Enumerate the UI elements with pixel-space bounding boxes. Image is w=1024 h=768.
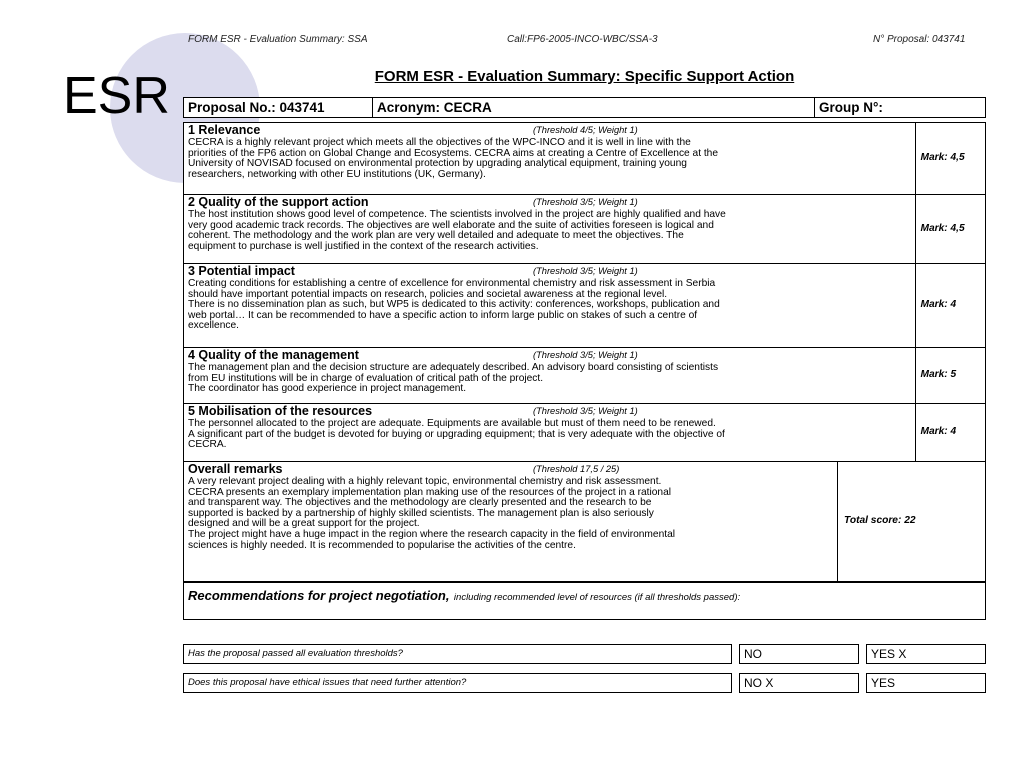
overall-line: designed and will be a great support for the project. (188, 518, 420, 530)
criterion-line: The management plan and the decision structure are adequately described. An advisory board consisting of scientists (188, 362, 719, 373)
overall-title: Overall remarks (188, 462, 283, 476)
overall-line: sciences is highly needed. It is recommended to popularise the activities of the centre. (188, 539, 576, 551)
criterion-line: There is no dissemination plan as such, but WP5 is dedicated to this activity: conferences, workshops, publication and (188, 299, 720, 311)
overall-row (184, 462, 986, 582)
overall-threshold: (Threshold 17,5 / 25) (533, 464, 620, 474)
recommendations-subtitle: including recommended level of resources (if all thresholds passed): (453, 592, 741, 603)
criterion-line: should have important potential impacts on research, policies and societal awareness at the regional level. (188, 288, 668, 300)
criterion-threshold: (Threshold 3/5; Weight 1) (533, 266, 638, 276)
criterion-row (184, 195, 986, 264)
answer-ethics-yes[interactable]: YES (866, 673, 986, 693)
criterion-line: The host institution shows good level of competence. The scientists involved in the project are highly qualified and have (188, 209, 726, 220)
criterion-line: excellence. (188, 320, 239, 332)
answer-thresholds-yes[interactable]: YES X (866, 644, 986, 664)
criterion-mark: Mark: 4 (916, 264, 986, 348)
question-thresholds: Has the proposal passed all evaluation thresholds? (183, 644, 732, 664)
criterion-line: Creating conditions for establishing a centre of excellence for environmental chemistry and risk assessment in Serbia (188, 278, 716, 289)
overall-line: A very relevant project dealing with a highly relevant topic, environmental chemistry and risk assessment. (188, 476, 662, 487)
esr-label: ESR (63, 67, 170, 125)
criterion-title: 1 Relevance (188, 123, 261, 137)
proposal-acronym: Acronym: CECRA (373, 98, 815, 118)
criterion-title: 3 Potential impact (188, 264, 295, 278)
criteria-table (183, 122, 986, 582)
criterion-line: coherent. The methodology and the work plan are very well detailed and adequate to meet the objectives. The (188, 230, 684, 242)
header-proposal-number: N° Proposal: 043741 (873, 34, 966, 45)
criterion-line: A significant part of the budget is devoted for buying or upgrading equipment; that is very adequate with the objective of (188, 428, 725, 440)
criterion-threshold: (Threshold 4/5; Weight 1) (533, 125, 638, 135)
criterion-line: web portal… It can be recommended to have a specific action to inform large public on stakes of such a centre of (188, 309, 698, 321)
answer-ethics-no[interactable]: NO X (739, 673, 859, 693)
recommendations-title: Recommendations for project negotiation, (188, 588, 450, 603)
total-score: Total score: 22 (838, 462, 986, 582)
criterion-mark: Mark: 5 (916, 348, 986, 404)
criterion-row (184, 123, 986, 195)
criterion-line: very good academic track records. The objectives are well elaborate and the suite of activities foreseen is logical and (188, 219, 714, 231)
proposal-info-table (183, 97, 986, 118)
criterion-line: equipment to purchase is well justified in the context of the research activities. (188, 240, 539, 252)
overall-line: The project might have a huge impact in the region where the research capacity in the field of environmental (188, 528, 676, 540)
criterion-line: The personnel allocated to the project are adequate. Equipments are available but must of them need to be renewed. (188, 418, 716, 429)
answer-thresholds-no[interactable]: NO (739, 644, 859, 664)
group-number: Group N°: (815, 98, 986, 118)
criterion-threshold: (Threshold 3/5; Weight 1) (533, 197, 638, 207)
header-call-id: Call:FP6-2005-INCO-WBC/SSA-3 (507, 34, 658, 45)
criterion-mark: Mark: 4 (916, 404, 986, 462)
overall-line: CECRA presents an exemplary implementation plan making use of the resources of the project in a rational (188, 486, 672, 498)
criterion-mark: Mark: 4,5 (916, 123, 986, 195)
criterion-title: 2 Quality of the support action (188, 195, 369, 209)
criterion-title: 5 Mobilisation of the resources (188, 404, 373, 418)
criterion-title: 4 Quality of the management (188, 348, 359, 362)
overall-line: supported is backed by a partnership of highly skilled scientists. The management plan is also seriously (188, 507, 654, 519)
overall-line: and transparent way. The objectives and the methodology are clearly presented and the research to be (188, 497, 652, 509)
criterion-line: CECRA. (188, 439, 227, 451)
criterion-line: priorities of the FP6 action on Global Change and Ecosystems. CECRA aims at creating a Centre of Excellence at the (188, 147, 719, 159)
header-form-name: FORM ESR - Evaluation Summary: SSA (188, 34, 368, 45)
criterion-row (184, 348, 986, 404)
criterion-line: CECRA is a highly relevant project which meets all the objectives of the WPC-INCO and it is well in line with the (188, 137, 691, 148)
criterion-line: from EU institutions will be in charge of evaluation of critical path of the project. (188, 372, 544, 384)
criterion-row (184, 264, 986, 348)
criterion-line: The coordinator has good experience in project management. (188, 383, 467, 395)
question-ethics: Does this proposal have ethical issues that need further attention? (183, 673, 732, 693)
form-title: FORM ESR - Evaluation Summary: Specific Support Action (374, 68, 795, 85)
proposal-number: Proposal No.: 043741 (184, 98, 373, 118)
criterion-threshold: (Threshold 3/5; Weight 1) (533, 406, 638, 416)
criterion-line: University of NOVISAD focused on environmental protection by upgrading analytical equipment, training young (188, 158, 687, 170)
criterion-threshold: (Threshold 3/5; Weight 1) (533, 350, 638, 360)
criterion-row (184, 404, 986, 462)
criterion-mark: Mark: 4,5 (916, 195, 986, 264)
criterion-line: researchers, networking with other EU institutions (UK, Germany). (188, 168, 486, 180)
recommendations-box (183, 582, 986, 620)
